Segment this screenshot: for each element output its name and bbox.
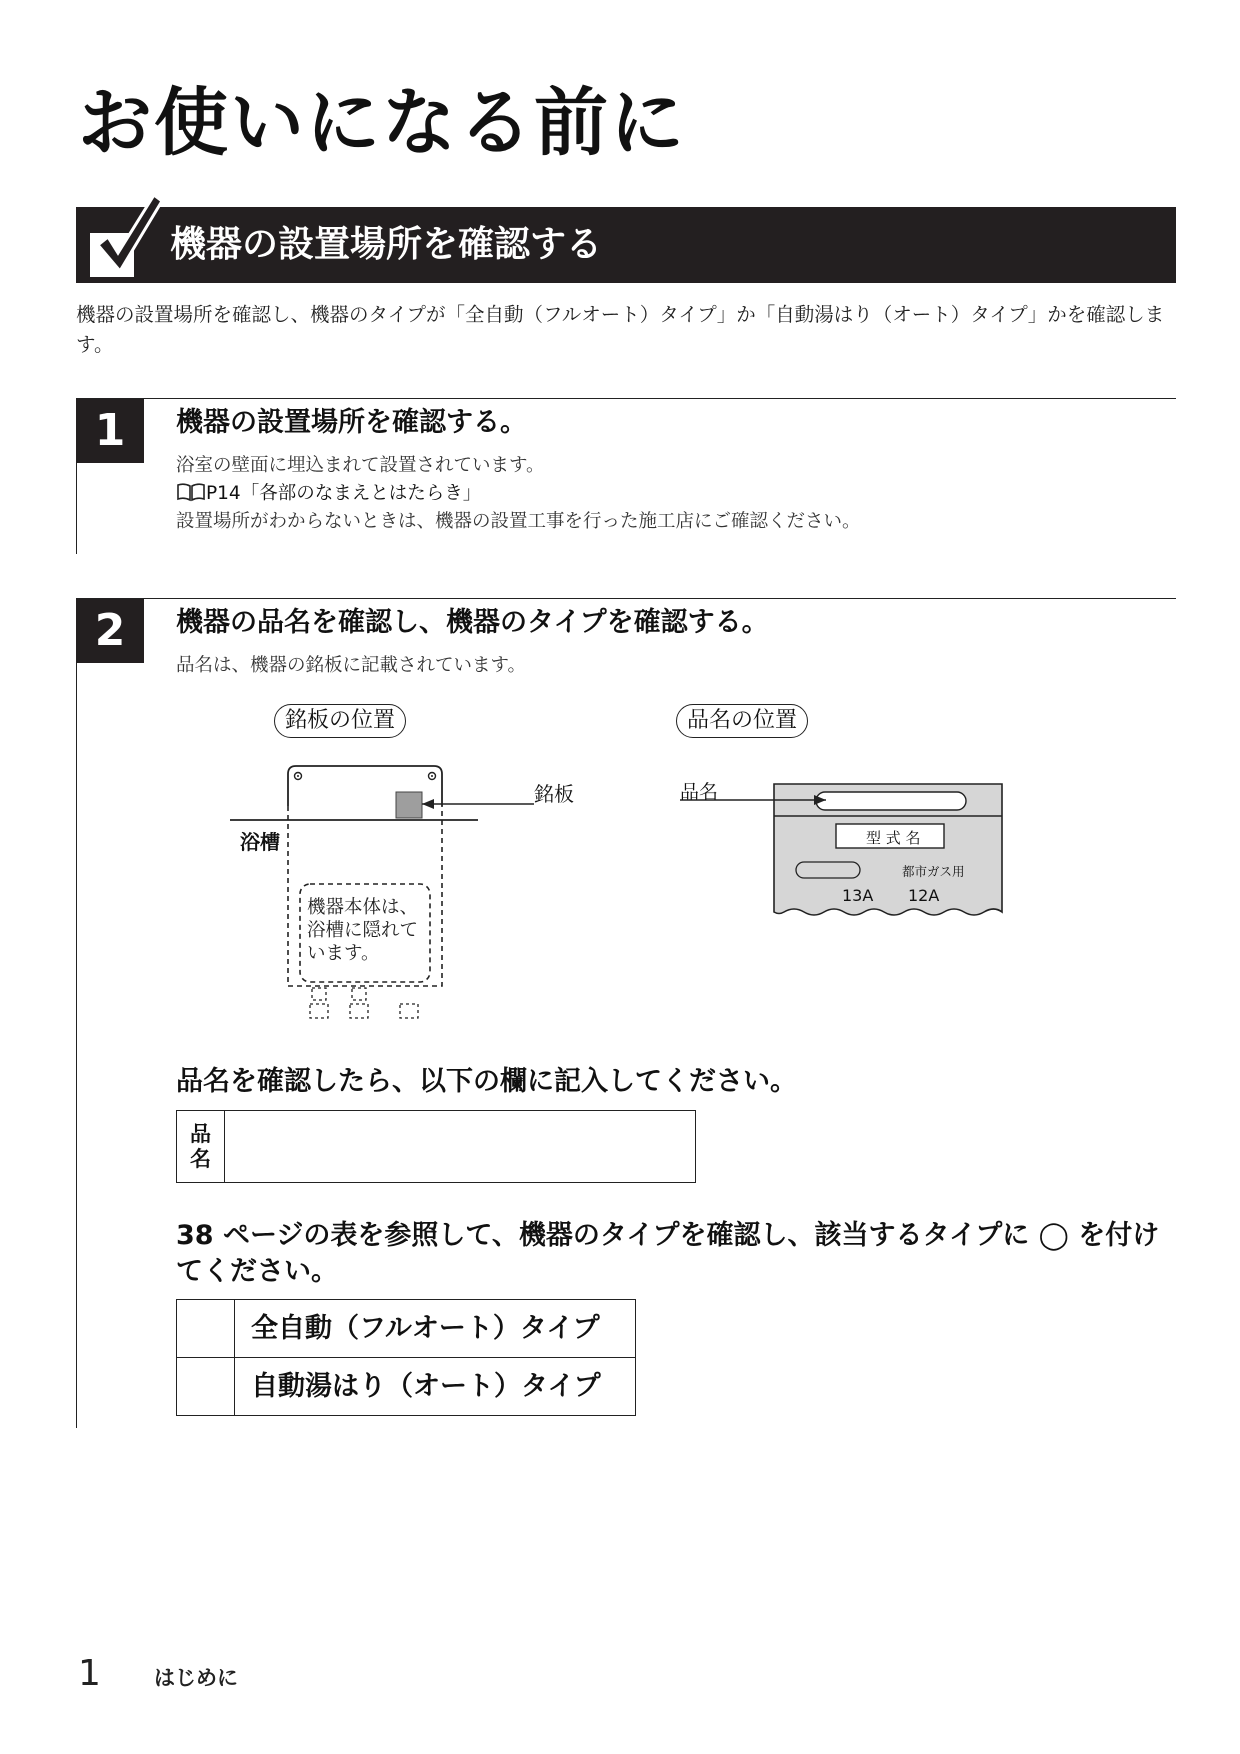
type-check-instruction: 38 ページの表を参照して、機器のタイプを確認し、該当するタイプに ◯ を付けてください。 xyxy=(176,1220,1160,1287)
product-name-label-char: 品 xyxy=(190,1121,211,1146)
city-gas-label: 都市ガス用 xyxy=(902,864,965,879)
model-name-box: 型 式 名 xyxy=(866,829,921,847)
check-mark-stroke xyxy=(84,191,164,283)
product-name-entry-field[interactable] xyxy=(226,1111,692,1182)
unit-hidden-note-line: います。 xyxy=(307,943,380,964)
type-label-auto: 自動湯はり（オート）タイプ xyxy=(251,1371,601,1402)
step2-number: 2 xyxy=(76,599,144,663)
gas-13a-label: 13A xyxy=(842,886,874,905)
product-name-label-char: 名 xyxy=(190,1146,211,1171)
type-check-cell-auto[interactable] xyxy=(177,1358,235,1415)
banner-title: 機器の設置場所を確認する xyxy=(170,224,603,265)
step1-top-rule xyxy=(76,398,1176,399)
step1-number: 1 xyxy=(76,399,144,463)
book-icon xyxy=(176,482,206,502)
type-check-cell-full-auto[interactable] xyxy=(177,1300,235,1357)
unit-hidden-note-line: 浴槽に隠れて xyxy=(307,920,419,941)
step1-title: 機器の設置場所を確認する。 xyxy=(176,407,527,438)
unit-hidden-note-line: 機器本体は、 xyxy=(307,897,419,918)
page-number: 1 xyxy=(78,1653,101,1694)
gas-12a-label: 12A xyxy=(908,886,940,905)
step2-title: 機器の品名を確認し、機器のタイプを確認する。 xyxy=(176,607,769,638)
figure-caption-name-position: 品名の位置 xyxy=(676,704,808,738)
step1-line1: 浴室の壁面に埋込まれて設置されています。 xyxy=(176,455,545,476)
product-name-table-label xyxy=(177,1111,225,1182)
plate-label: 銘板 xyxy=(534,782,574,806)
step1-reference[interactable] xyxy=(176,480,481,508)
name-entry-instruction: 品名を確認したら、以下の欄に記入してください。 xyxy=(176,1066,797,1097)
name-position-figure xyxy=(676,770,1016,930)
step1-line3: 設置場所がわからないときは、機器の設置工事を行った施工店にご確認ください。 xyxy=(176,511,861,532)
step1-reference-text: P14「各部のなまえとはたらき」 xyxy=(206,483,482,504)
section-name: はじめに xyxy=(154,1666,238,1690)
type-label-full-auto: 全自動（フルオート）タイプ xyxy=(251,1313,600,1344)
step2-top-rule xyxy=(76,598,1176,599)
type-row-auto xyxy=(177,1358,635,1415)
type-row-full-auto xyxy=(177,1300,635,1358)
figure-caption-plate-position: 銘板の位置 xyxy=(274,704,406,738)
bathtub-label: 浴槽 xyxy=(240,830,280,854)
unit-hidden-note xyxy=(307,896,418,965)
step2-line1: 品名は、機器の銘板に記載されています。 xyxy=(176,655,527,676)
page-title: お使いになる前に xyxy=(78,80,686,166)
step2-side-rule xyxy=(76,598,77,1428)
intro-text: 機器の設置場所を確認し、機器のタイプが「全自動（フルオート）タイプ」か「自動湯はり（オート）タイプ」かを確認します。 xyxy=(76,303,1165,356)
type-check-table xyxy=(176,1299,636,1416)
product-name-table xyxy=(176,1110,696,1183)
product-name-label: 品名 xyxy=(680,781,719,803)
section-banner xyxy=(76,207,1176,283)
